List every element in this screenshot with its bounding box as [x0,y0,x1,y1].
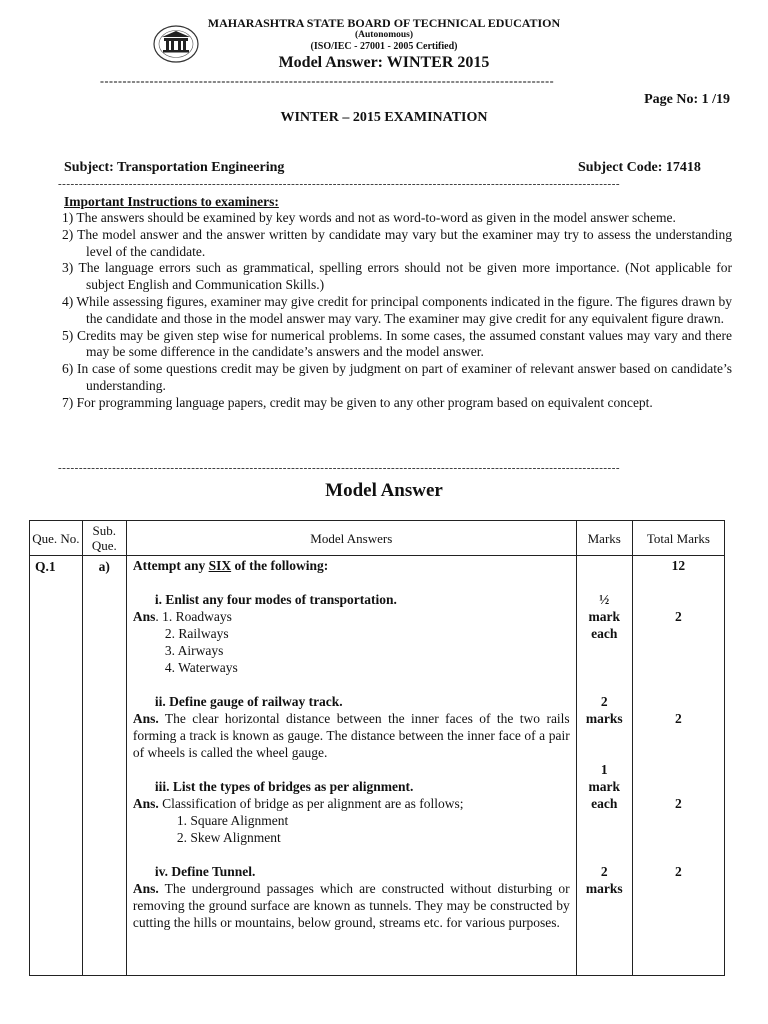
q1-marks: mark [588,609,620,624]
answer-table [29,520,725,976]
q1-marks: each [591,626,618,641]
col-header-total-marks: Total Marks [632,521,724,556]
instructions-heading: Important Instructions to examiners: [64,194,279,209]
table-row [30,556,725,976]
instructions-divider: --------------------------------------------------------------------------------------------------------------------------------------- [58,462,621,474]
iso-certification: (ISO/IEC - 27001 - 2005 Certified) [310,41,458,52]
exam-title: WINTER – 2015 EXAMINATION [280,110,488,125]
q4-answer: Ans. The underground passages which are constructed without disturbing or removing the ground surface are known as tunnels. They may be constructed by cutting the hills or mountains, below ground, streams etc. for various purposes. [132,881,570,930]
model-answer-heading: Model Answer [325,480,443,501]
q3-total: 2 [675,796,682,811]
q3-item: 2. Skew Alignment [176,830,281,845]
instructions-list [62,210,732,412]
instruction-item: 7) For programming language papers, credit may be given to any other program based on equivalent concept. [62,394,653,410]
col-header-marks: Marks [576,521,632,556]
q2-marks: 2 [600,694,608,709]
q1-item: 2. Railways [164,626,229,641]
total-marks-cell [632,556,724,976]
col-header-sub-que: Sub. Que. [82,521,126,556]
organization-name: MAHARASHTRA STATE BOARD OF TECHNICAL EDUCATION [207,16,561,30]
q1-item: 4. Waterways [164,660,238,675]
page-number: Page No: 1 /19 [644,92,730,107]
answers-cell [126,556,576,976]
q1-marks: ½ [599,592,610,607]
subject-divider: --------------------------------------------------------------------------------------------------------------------------------------- [58,178,621,190]
sub-question: a) [82,556,126,976]
question-number: Q.1 [30,556,83,976]
instruction-item: 5) Credits may be given step wise for numerical problems. In some cases, the assumed constant values may vary and there may be some difference in the candidate’s answers and the model answer. [62,327,732,360]
q3-marks: mark [588,779,620,794]
q4-marks: 2 [600,864,608,879]
q3-item: 1. Square Alignment [176,813,289,828]
q3-title: iii. List the types of bridges as per alignment. [154,779,414,794]
q3-marks: 1 [600,762,608,777]
q4-marks: marks [585,881,623,896]
q1a-total: 12 [671,558,686,573]
q1-answer: Ans. 1. Roadways [132,609,232,624]
instruction-item: 3) The language errors such as grammatical, spelling errors should not be given more importance. (Not applicable for subject English and Communication Skills.) [62,260,732,293]
table-header-row [30,521,725,556]
instruction-item: 1) The answers should be examined by key words and not as word-to-word as given in the model answer scheme. [62,210,676,225]
q3-marks: each [591,796,618,811]
header-divider: ----------------------------------------------------------------------------------------------------- [100,74,555,88]
col-header-que-no: Que. No. [30,521,83,556]
autonomous-label: (Autonomous) [354,30,414,40]
q3-answer: Ans. Classification of bridge as per alignment are as follows; [132,796,464,811]
q4-title: iv. Define Tunnel. [154,864,256,879]
q2-total: 2 [675,711,682,726]
subject-name: Subject: Transportation Engineering [64,160,285,175]
col-header-model-answers: Model Answers [126,521,576,556]
instruction-item: 4) While assessing figures, examiner may give credit for principal components indicated in the figure. The figures drawn by the candidate and those in the model answer may vary. The examiner may give credit for any equivalent figure drawn. [62,293,732,326]
q1-item: 3. Airways [164,643,224,658]
q1-title: i. Enlist any four modes of transportation. [154,592,397,607]
marks-cell [576,556,632,976]
q1-total: 2 [675,609,682,624]
q4-total: 2 [675,864,682,879]
q2-marks: marks [585,711,623,726]
q2-title: ii. Define gauge of railway track. [154,694,343,709]
attempt-instruction: Attempt any SIX of the following: [132,558,329,573]
subject-code: Subject Code: 17418 [578,160,701,175]
document-title: Model Answer: WINTER 2015 [278,54,490,71]
q2-answer: Ans. The clear horizontal distance between the inner faces of the two rails forming a track is known as gauge. The distance between the inner face of a pair of wheels is called the wheel gauge. [132,711,570,760]
instruction-item: 6) In case of some questions credit may be given by judgment on part of examiner of relevant answer based on candidate’s understanding. [62,361,732,393]
instruction-item: 2) The model answer and the answer written by candidate may vary but the examiner may try to assess the understanding level of the candidate. [62,226,732,259]
